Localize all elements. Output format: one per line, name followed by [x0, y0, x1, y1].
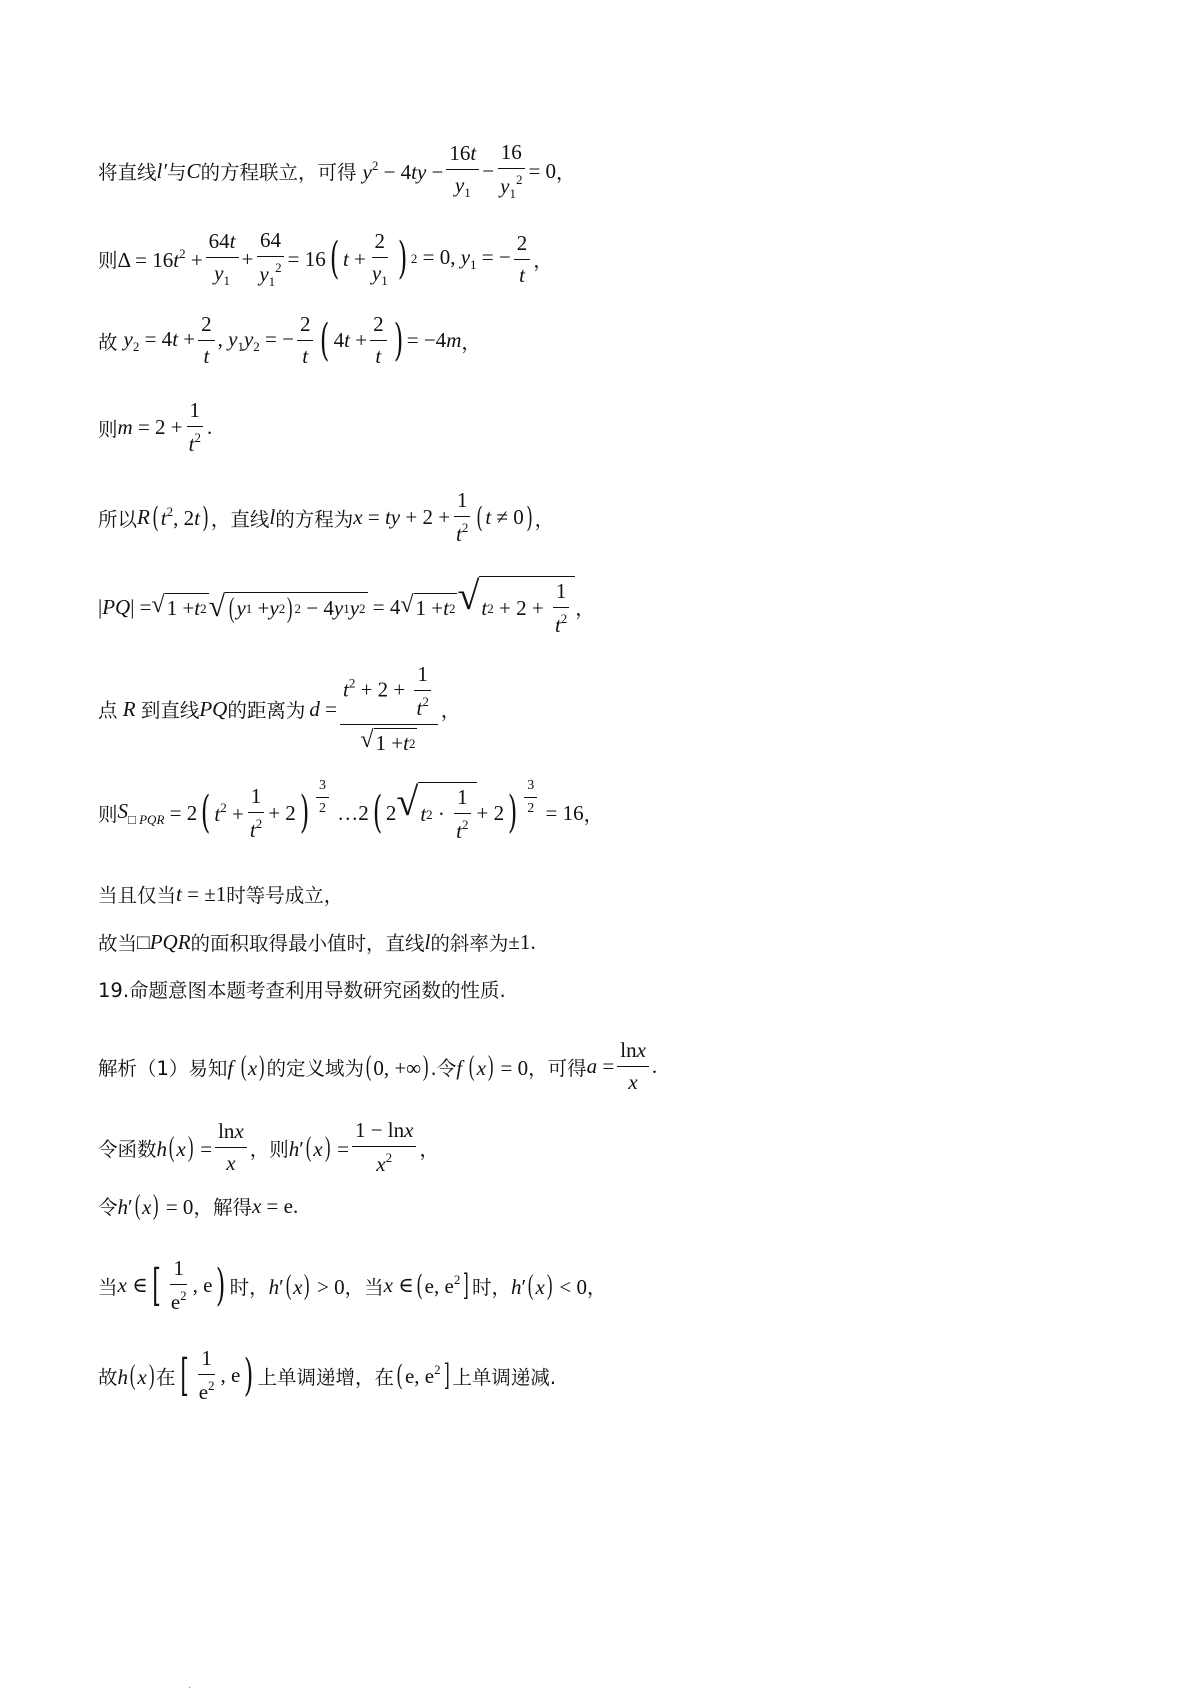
punct-3: ，: [461, 330, 481, 354]
formula-domain: (0, +∞): [365, 1050, 429, 1082]
frac-lnx-x: $\frac{\ln x}{x}$: [617, 1038, 649, 1095]
formula-3a: $y_2 = 4t$ +: [123, 326, 196, 354]
frac-16-y1sq: $\frac{16}{y_1^2}$: [497, 140, 525, 202]
text-1a: 将直线: [98, 161, 157, 184]
text-4a: 则: [98, 417, 118, 441]
text-10b: 的面积取得最小值时，直线: [190, 932, 425, 955]
text-10c: 的斜率为: [430, 932, 509, 955]
sym-triangle-PQR: □PQR: [137, 929, 191, 954]
frac-derivative: $\frac{1 - \ln x}{x^2}$: [352, 1118, 417, 1177]
frac-1-tsq-b: $\frac{1}{t^2}$: [453, 488, 471, 547]
text-9b: 时等号成立，: [226, 884, 344, 907]
text-14b: ，解得: [193, 1196, 252, 1219]
text-15b: 时，: [229, 1275, 269, 1299]
eq-line-6: |PQ| = √ 1 + t 2 √ ( y 1 + y 2 ) 2 − 4 y 1 y 2 = 4 √ 1 + t 2 √ t 2 + 2 + $\frac{1}{t^2}$ ，: [98, 573, 595, 637]
frac-2-t: $\frac{2}{t}$: [514, 231, 531, 288]
eq-line-7: 点 R 到直线 PQ 的距离为 d = $t^2 + 2$ + $\frac{1}{t^2}$ √ 1 + t 2 ，: [98, 662, 461, 755]
sym-l-b: l: [424, 929, 431, 954]
punct-1: ，: [556, 161, 576, 184]
punct-6: ，: [575, 597, 595, 620]
sqrt-sum: √ t 2 + 2 + $\frac{1}{t^2}$: [457, 576, 575, 638]
text-5c: 的方程为: [275, 507, 354, 531]
text-13a: 令函数: [98, 1137, 157, 1161]
eq-line-9: [98, 880, 343, 908]
punct-5: ，: [534, 507, 555, 531]
text-12b: 的定义域为: [266, 1056, 365, 1080]
section-heading-19: [98, 975, 506, 1003]
frac-64-y1sq: $\frac{64}{y_1^2}$: [256, 228, 284, 290]
text-13b: ，则: [249, 1137, 289, 1161]
formula-4: m = 2 +: [117, 415, 183, 439]
sqrt-1-tsq-b: √ 1 + t 2: [400, 592, 456, 620]
punct-15: ，: [586, 1275, 607, 1299]
text-15d: 时，: [472, 1275, 512, 1299]
eq-line-4: [98, 398, 212, 457]
text-16b: 在: [156, 1365, 176, 1389]
eq-line-13: 令函数 h(x) = $\frac{\ln x}{x}$ ，则 h′(x) = $\frac{1 - \ln x}{x^2}$ ，: [98, 1118, 439, 1176]
eq-line-12: 解析（1）易知 f (x) 的定义域为 (0, +∞) .令 f (x) = 0 ，可得 a = $\frac{\ln x}{x}$ .: [98, 1038, 658, 1094]
eq-line-2: 则 $\Delta = 16t^2$ + $\frac{64t}{y_1}$ + $\frac{64}{y_1^2}$ = 16 ( t + $\frac{2}{y_1}$ ) 2 = 0, $y_1$ = − $\frac{2}{t}$ ，: [98, 228, 553, 289]
text-7c: 的距离为: [227, 699, 306, 722]
text-3a: 故: [98, 330, 118, 354]
sym-l: l: [269, 505, 276, 529]
frac-2-y1: $\frac{2}{y_1}$: [371, 229, 388, 288]
frac-16t-y1: $\frac{16t}{y_1}$: [446, 141, 479, 201]
frac-1-tsq: $\frac{1}{t^2}$: [186, 398, 204, 457]
punct-13: ，: [419, 1137, 439, 1161]
text-12d: ，可得: [528, 1056, 587, 1080]
sqrt-1-tsq: √ 1 + t 2: [151, 592, 207, 620]
punct-4: .: [206, 415, 213, 439]
text-11: 19.命题意图本题考查利用导数研究函数的性质.: [98, 979, 506, 1002]
formula-9: t = ±1: [176, 881, 227, 906]
punct-10: .: [530, 929, 536, 954]
formula-6a: |PQ| =: [98, 594, 152, 619]
formula-5: x = ty + 2 +: [353, 505, 451, 529]
sym-PQ: PQ: [199, 696, 228, 721]
text-10a: 故当: [98, 932, 138, 955]
formula-fx: f (x): [227, 1050, 265, 1082]
text-15a: 当: [98, 1275, 118, 1299]
punct-7: ，: [440, 699, 461, 722]
sqrt-product: √ t 2 · $\frac{1}{t^2}$: [396, 782, 476, 844]
text-1b: 与: [166, 161, 187, 184]
footer-mark: .: [188, 1680, 192, 1691]
eq-line-15: 当 x ∈ [ $\frac{1}{e^2}$ , e ) 时， h′(x) > 0 ，当 x ∈ ( e, $e^2$ ] 时， h′(x) < 0 ，: [98, 1256, 607, 1314]
text-12a: 解析（1）易知: [98, 1056, 228, 1080]
eq-line-14: 令 h′(x) = 0 ，解得 x = e .: [98, 1190, 299, 1221]
frac-distance: $t^2 + 2$ + $\frac{1}{t^2}$ √ 1 + t 2: [340, 662, 438, 756]
text-16d: 上单调递减.: [452, 1365, 557, 1389]
text-5a: 所以: [98, 507, 138, 531]
formula-1: $y^2 - 4ty$ −: [362, 157, 444, 184]
punct-14: .: [292, 1193, 299, 1218]
punct-8: ，: [583, 803, 604, 826]
sym-lprime: l′: [156, 158, 167, 183]
text-2a: 则: [98, 249, 118, 272]
sym-S: $S_{□ PQR}$: [117, 798, 165, 827]
frac-1-esq: $\frac{1}{e^2}$: [170, 1256, 187, 1314]
text-9a: 当且仅当: [98, 884, 177, 907]
punct-2: ，: [533, 249, 553, 272]
sym-C: C: [186, 158, 201, 183]
eq-line-5: 所以 R ( $t^2$, 2t ) ，直线 l 的方程为 x = ty + 2 + $\frac{1}{t^2}$ ( t ≠ 0 ) ，: [98, 488, 555, 546]
text-15c: ，当: [344, 1275, 384, 1299]
frac-2-t-b: $\frac{2}{t}$: [198, 312, 215, 369]
eq-line-3: 故 $y_2 = 4t$ + $\frac{2}{t}$ , $y_1y_2$ = − $\frac{2}{t}$ ( 4t + $\frac{2}{t}$ ) = −4m ，: [98, 312, 481, 368]
eq-line-16: 故 h(x) 在 [ $\frac{1}{e^2}$ , e ) 上单调递增，在 ( e, $e^2$ ] 上单调递减.: [98, 1346, 557, 1404]
punct-12: .: [651, 1054, 658, 1078]
eq-line-1: 将直线 l′ 与 C 的方程联立，可得 $y^2 - 4ty$ − $\frac{16t}{y_1}$ − $\frac{16}{y_1^2}$ = 0 ，: [98, 140, 576, 201]
text-7b: 到直线: [140, 699, 200, 722]
frac-2-t-c: $\frac{2}{t}$: [297, 312, 314, 369]
text-8a: 则: [98, 803, 118, 826]
text-16a: 故: [98, 1365, 118, 1389]
formula-2a: $\Delta = 16t^2$ +: [117, 245, 203, 272]
frac-1-esq-b: $\frac{1}{e^2}$: [198, 1346, 215, 1404]
frac-lnx-x-b: $\frac{\ln x}{x}$: [215, 1119, 247, 1176]
text-1c: 的方程联立，可得: [200, 161, 357, 184]
text-12c: .令: [430, 1056, 457, 1080]
sym-R: R: [137, 505, 150, 529]
eq-line-8: 则 $S_{□ PQR}$ = 2 ( $t^2$ + $\frac{1}{t^2}$ + 2 ) $\frac{3}{2}$ …2 ( 2 √ t 2 · $\frac{1}{t^2}$ + 2 ) $\frac{3}{2}$ = 16 ，: [98, 778, 604, 843]
text-7a: 点: [98, 699, 118, 722]
eq-line-10: 故当 □PQR 的面积取得最小值时，直线 l 的斜率为 ±1 .: [98, 929, 536, 955]
text-5b: ，直线: [210, 507, 270, 531]
frac-64t-y1: $\frac{64t}{y_1}$: [206, 229, 239, 289]
frac-2-t-d: $\frac{2}{t}$: [370, 312, 387, 369]
sqrt-disc: √ ( y 1 + y 2 ) 2 − 4 y 1 y 2: [208, 589, 366, 624]
sym-R-b: R: [117, 696, 141, 721]
text-14a: 令: [98, 1196, 118, 1219]
text-16c: 上单调递增，在: [257, 1365, 395, 1389]
